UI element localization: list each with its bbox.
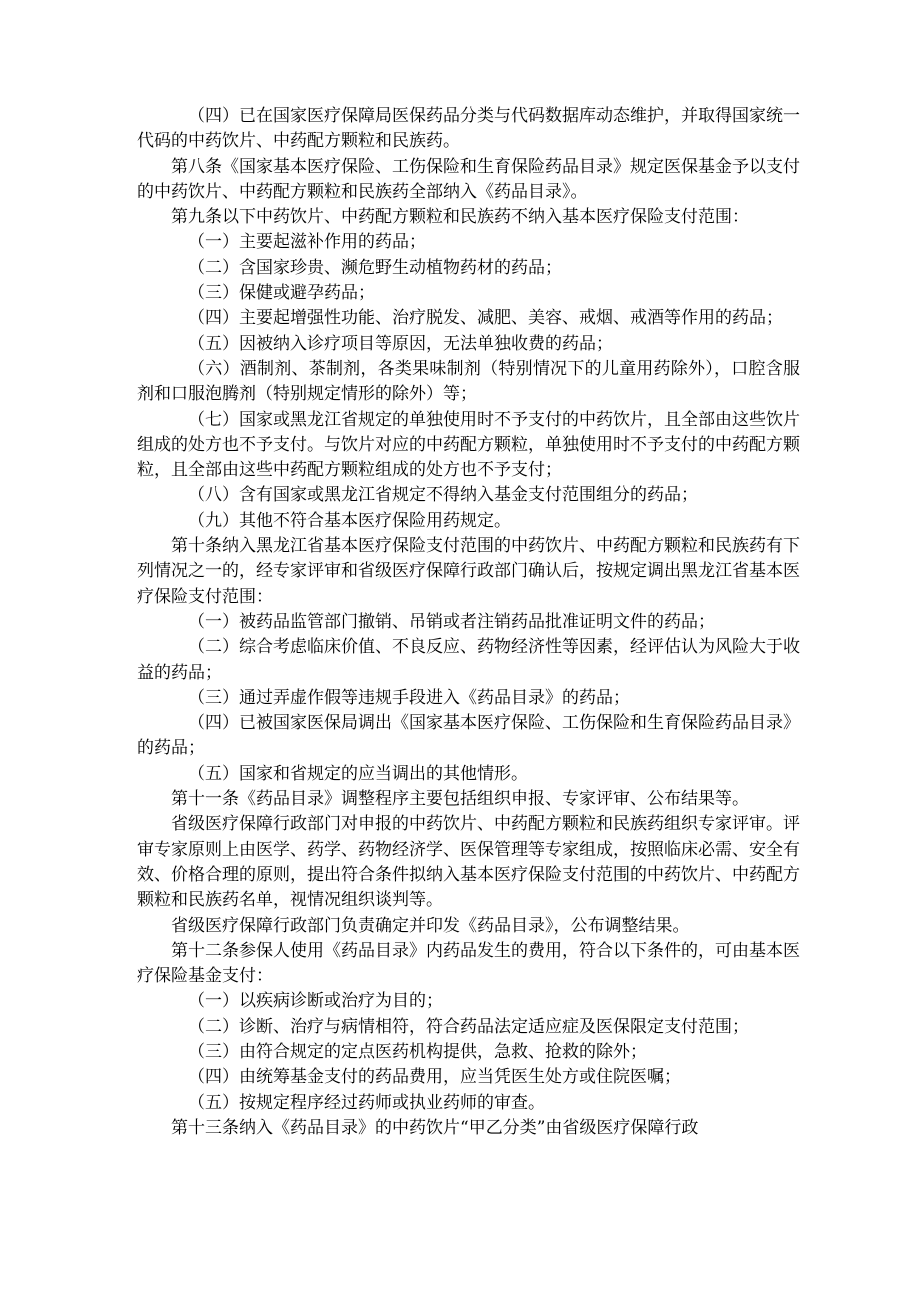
paragraph-body: 省级医疗保障行政部门负责确定并印发《药品目录》，公布调整结果。: [171, 915, 690, 936]
paragraph-item: （二）诊断、治疗与病情相符，符合药品法定适应症及医保限定支付范围；: [188, 1016, 749, 1037]
paragraph-item: （二）综合考虑临床价值、不良反应、药物经济性等因素，经评估认为风险大于收益的药品；: [137, 637, 800, 683]
paragraph-article-13: 第十三条纳入《药品目录》的中药饮片“甲乙分类”由省级医疗保障行政: [171, 1117, 699, 1138]
paragraph-item: （八）含有国家或黑龙江省规定不得纳入基金支付范围组分的药品；: [188, 485, 698, 506]
paragraph-article-10: 第十条纳入黑龙江省基本医疗保险支付范围的中药饮片、中药配方颗粒和民族药有下列情况之一的，经专家评审和省级医疗保障行政部门确认后，按规定调出黑龙江省基本医疗保险支付范围：: [137, 536, 800, 607]
paragraph-item: （六）酒制剂、茶制剂，各类果味制剂（特别情况下的儿童用药除外），口腔含服剂和口服泡腾剂（特别规定情形的除外）等；: [137, 358, 800, 405]
paragraph-item: （一）以疾病诊断或治疗为目的；: [188, 991, 443, 1012]
paragraph-item: （五）按规定程序经过药师或执业药师的审查。: [188, 1092, 545, 1113]
paragraph-item: （四）由统筹基金支付的药品费用，应当凭医生处方或住院医嘱；: [188, 1067, 681, 1088]
paragraph-article-12: 第十二条参保人使用《药品目录》内药品发生的费用，符合以下条件的，可由基本医疗保险基金支付：: [137, 940, 800, 987]
paragraph-item: （九）其他不符合基本医疗保险用药规定。: [188, 510, 511, 531]
paragraph-item: （一）被药品监管部门撤销、吊销或者注销药品批准证明文件的药品；: [188, 611, 715, 632]
paragraph-item: （三）通过弄虚作假等违规手段进入《药品目录》的药品；: [188, 687, 630, 708]
paragraph-item: （一）主要起滋补作用的药品；: [188, 232, 426, 253]
paragraph-item: （四）已在国家医疗保障局医保药品分类与代码数据库动态维护，并取得国家统一代码的中药饮片、中药配方颗粒和民族药。: [137, 106, 800, 152]
paragraph-body: 省级医疗保障行政部门对申报的中药饮片、中药配方颗粒和民族药组织专家评审。评审专家原则上由医学、药学、药物经济学、医保管理等专家组成，按照临床必需、安全有效、价格合理的原则，提出符合条件拟纳入基本医疗保险支付范围的中药饮片、中药配方颗粒和民族药名单，视情况组织谈判等。: [137, 814, 800, 911]
paragraph-item: （四）主要起增强性功能、治疗脱发、减肥、美容、戒烟、戒酒等作用的药品；: [188, 308, 783, 329]
paragraph-item: （五）国家和省规定的应当调出的其他情形。: [188, 763, 528, 784]
paragraph-item: （五）因被纳入诊疗项目等原因，无法单独收费的药品；: [188, 333, 613, 354]
paragraph-article-9: 第九条以下中药饮片、中药配方颗粒和民族药不纳入基本医疗保险支付范围：: [171, 207, 749, 228]
paragraph-item: （三）由符合规定的定点医药机构提供，急救、抢救的除外；: [188, 1041, 647, 1062]
paragraph-article-11: 第十一条《药品目录》调整程序主要包括组织申报、专家评审、公布结果等。: [171, 789, 749, 810]
paragraph-item: （四）已被国家医保局调出《国家基本医疗保险、工伤保险和生育保险药品目录》的药品；: [137, 713, 800, 759]
paragraph-item: （二）含国家珍贵、濒危野生动植物药材的药品；: [188, 257, 562, 278]
paragraph-item: （七）国家或黑龙江省规定的单独使用时不予支付的中药饮片，且全部由这些饮片组成的处方也不予支付。与饮片对应的中药配方颗粒，单独使用时不予支付的中药配方颗粒，且全部由这些中药配方颗粒组成的处方也不予支付；: [137, 409, 800, 481]
paragraph-item: （三）保健或避孕药品；: [188, 283, 375, 304]
paragraph-article-8: 第八条《国家基本医疗保险、工伤保险和生育保险药品目录》规定医保基金予以支付的中药饮片、中药配方颗粒和民族药全部纳入《药品目录》。: [137, 156, 800, 202]
